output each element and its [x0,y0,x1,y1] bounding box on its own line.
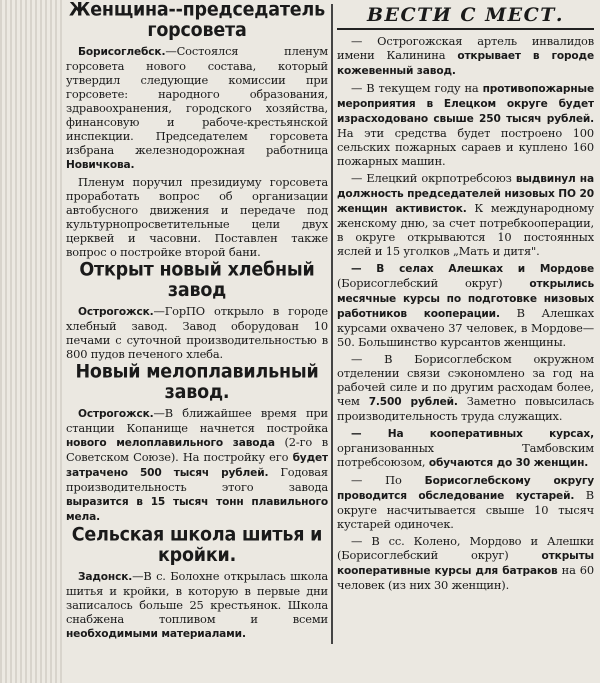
article-body [66,304,328,361]
body-text: — По [351,473,402,487]
news-item [337,171,594,258]
person-name: Новичкова. [66,159,135,171]
article-body: Пленум поручил президиуму горсовета проработать вопрос об организации автобусного движения и передаче под культурнопросветительные цели двух церквей и часовни. Поставлен также вопрос о постройке второй бани. [66,175,328,259]
section-masthead: ВЕСТИ С МЕСТ. [367,4,564,26]
emphasis: Борисоглебскому округу проводится обследование кустарей. [337,475,594,502]
news-item [337,352,594,423]
article-bread-factory [66,259,328,361]
emphasis: открыты кооперативные курсы для батраков [337,550,594,577]
body-text: В округе насчитывается свыше 10 тысяч кустарей одиночек. [337,488,594,531]
headline: Женщина--председатель горсовета [69,0,325,42]
right-column [337,0,594,683]
body-text: — В текущем году на [351,81,479,95]
left-column [66,0,328,683]
dateline: Задонск. [78,571,133,583]
body-text: на 60 человек (из них 30 женщин). [337,563,594,592]
article-sewing-school [66,524,328,641]
emphasis: обучаются до 30 женщин. [428,457,589,469]
emphasis: будет затрачено 500 тысяч рублей. [66,452,328,479]
body-text: —Состоялся пленум горсовета нового состава, который утвердил следующие комиссии при горсовете: народного образования, здравоохранения, городского хозяйства, финансовую и рабоче-крестьянской инспекции. [66,44,328,143]
headline: Сельская школа шитья и кройки. [71,524,323,567]
body-text: —В с. Болохне открылась школа шитья и кройки, в которую в первые дни записалось больше 25 крестьянок. Школа снабжена топливом и всеми [66,569,328,626]
body-text: — Острогожская артель инвалидов имени Калинина [337,34,594,62]
dateline: Острогожск. [78,306,154,318]
emphasis: открывает в городе кожевенный завод. [337,50,594,77]
dateline: Острогожск. [78,408,154,420]
emphasis: выразится в 15 тысяч тонн плавильного мела. [66,496,328,523]
emphasis: выдвинул на должность председателей низовых ПО 20 женщин активисток. [337,173,594,215]
emphasis: открылись месячные курсы по подготовке низовых работников кооперации. [337,278,594,320]
news-item [337,426,594,470]
headline: Новый мелоплавильный завод. [75,361,319,404]
body-text: — Елецкий окрпотребсоюз [351,171,512,185]
body-text: — В Борисоглебском окружном отделении связи сэкономлено за год на рабочей силе и по другим расходам более, чем [337,352,594,408]
emphasis: 7.500 рублей. [368,396,458,408]
body-text: Председателем горсовета избрана железнодорожная работница [66,129,328,157]
news-item [337,34,594,78]
body-text: —В ближайшее время при станции Копанище начнется постройка [66,406,328,435]
news-item [337,473,594,531]
article-body [66,569,328,641]
emphasis: необходимыми материалами. [66,628,246,640]
body-text: (Борисоглебский округ) [337,276,503,290]
body-text: Годовая производительность этого завода [66,465,328,494]
dateline: Борисоглебск. [78,46,166,58]
headline: Открыт новый хлебный завод [79,259,315,302]
emphasis: — На кооперативных курсах, [351,428,594,440]
body-text: организованных Тамбовским потребсоюзом, [337,441,594,469]
body-text: К международному женскому дню, за счет потребкооперации, в округе открываются 10 постоянных яслей и 15 уголков „Мать и дитя". [337,201,594,258]
body-text: —ГорПО открыло в городе хлебный завод. Завод оборудован 10 печами с суточной производительностью в 800 пудов печеного хлеба. [66,304,328,361]
body-text: В Алешках курсами охвачено 37 человек, в Мордове—50. Большинство курсантов женщины. [337,306,594,349]
emphasis: — В селах Алешках и Мордове [351,263,594,275]
article-women-chair [66,2,328,259]
page-margin-texture [0,0,62,683]
body-text: (2-го в Советском Союзе). На постройку его [66,435,328,464]
news-item [337,261,594,349]
body-text: Заметно повысилась производительность труда служащих. [337,394,594,423]
article-chalk-factory [66,361,328,524]
article-body [66,44,328,172]
body-text: На эти средства будет построено 100 сельских пожарных сараев и куплено 160 пожарных машин. [337,126,594,168]
news-item [337,81,594,168]
emphasis: нового мелоплавильного завода [66,437,275,449]
emphasis: противопожарные мероприятия в Елецком округе будет израсходовано свыше 250 тысяч рублей. [337,83,594,125]
column-divider [331,4,333,644]
masthead-rule [337,28,594,30]
news-item [337,534,594,592]
article-body [66,406,328,524]
body-text: — В сс. Колено, Мордово и Алешки (Борисоглебский округ) [337,534,594,562]
